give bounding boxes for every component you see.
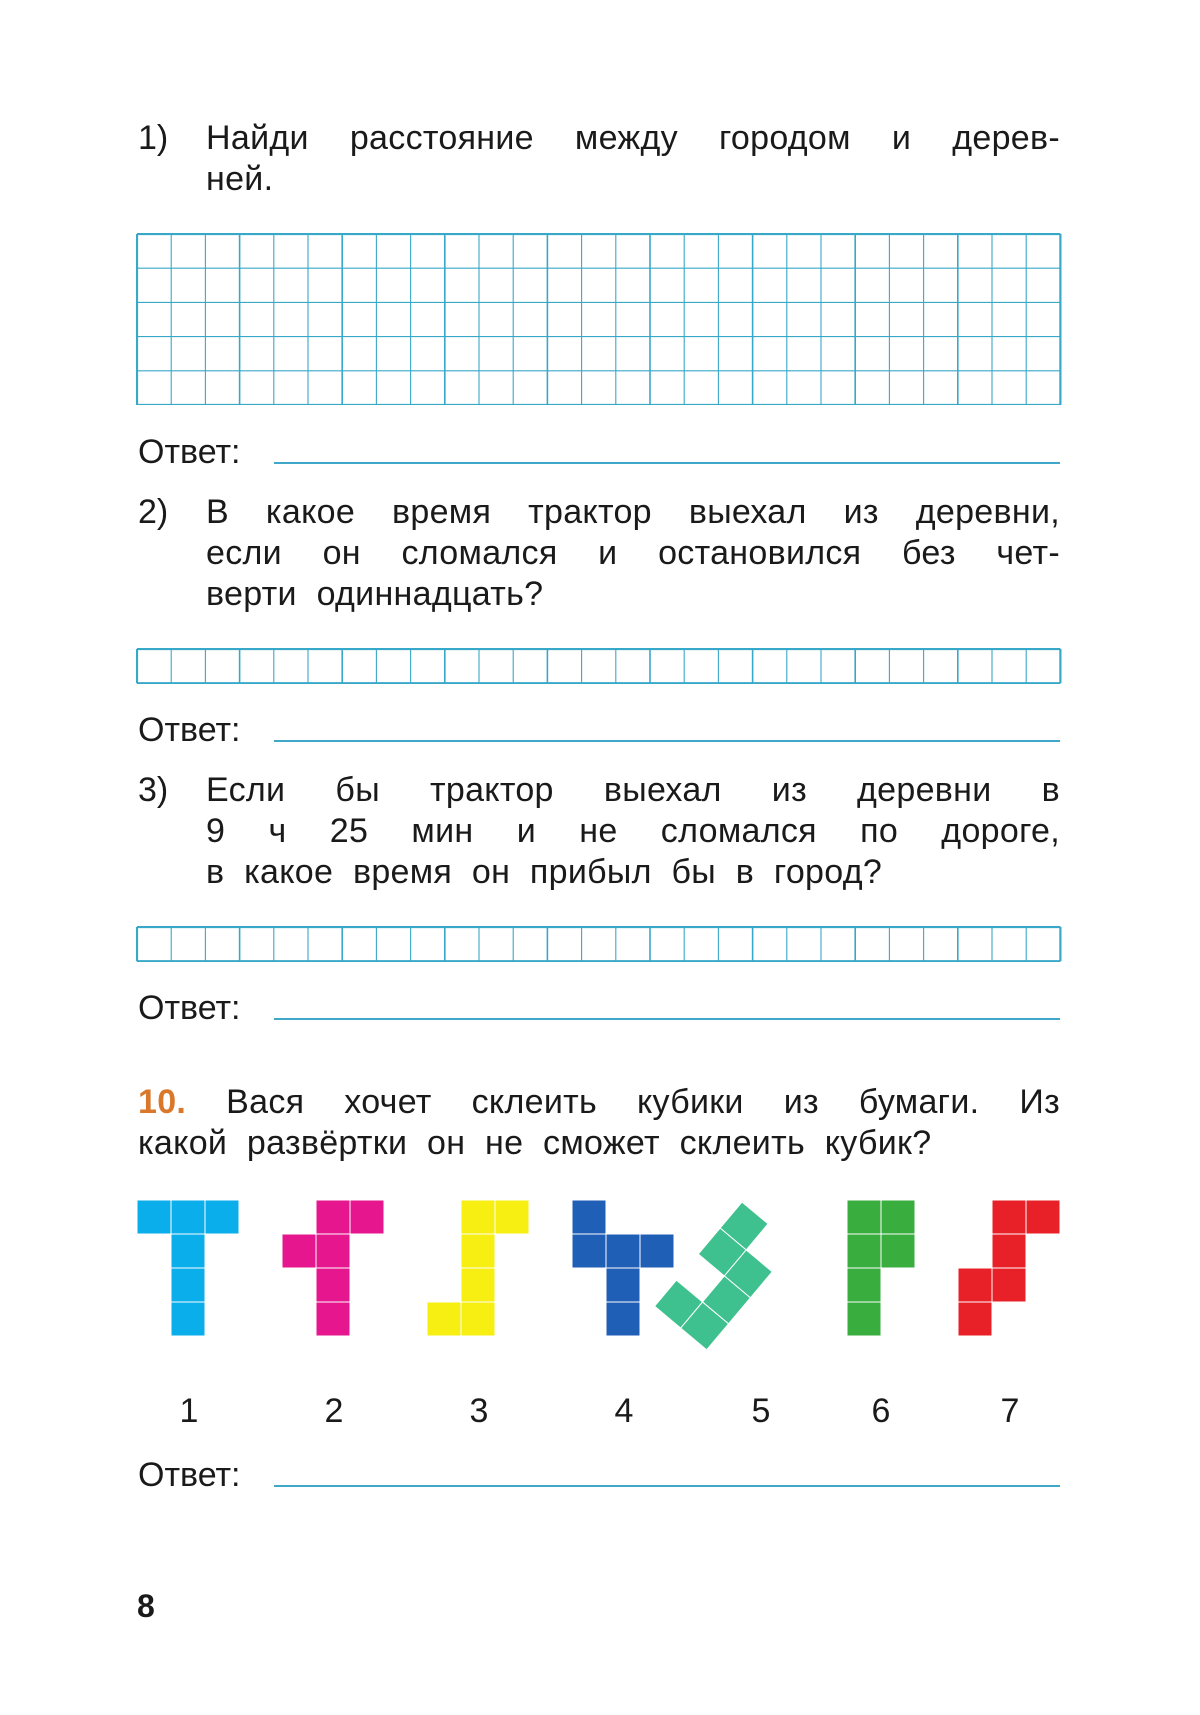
answer-label-3: Ответ: (138, 989, 241, 1027)
net-face (461, 1268, 495, 1302)
task-10-text (138, 1082, 1060, 1164)
net-face (461, 1302, 495, 1336)
net-face (606, 1268, 640, 1302)
answer-line-1[interactable] (274, 462, 1060, 464)
net-face (171, 1234, 205, 1268)
answer-label-10: Ответ: (138, 1456, 241, 1494)
net-label-6: 6 (871, 1392, 891, 1430)
answer-line-3[interactable] (274, 1018, 1060, 1020)
net-face (881, 1200, 915, 1234)
cube-net-1 (137, 1200, 239, 1336)
net-face (606, 1302, 640, 1336)
net-face (992, 1200, 1026, 1234)
net-face (847, 1268, 881, 1302)
answer-label-1: Ответ: (138, 433, 241, 471)
net-face (316, 1302, 350, 1336)
cube-net-2 (282, 1200, 384, 1336)
net-face (461, 1200, 495, 1234)
net-face (350, 1200, 384, 1234)
net-label-7: 7 (1000, 1392, 1020, 1430)
task-10-line-text: Вася хочет склеить кубики из бумаги. Из (226, 1083, 1060, 1121)
question-1-line: Найди расстояние между городом и дерев- (206, 119, 1060, 157)
task-10-line: какой развёртки он не сможет склеить кубик? (138, 1124, 932, 1162)
question-2-number: 2) (138, 493, 169, 531)
question-2-line: В какое время трактор выехал из деревни, (206, 493, 1060, 531)
task-10-number: 10. (138, 1083, 187, 1121)
net-face (992, 1234, 1026, 1268)
net-face (572, 1200, 606, 1234)
question-3-line: Если бы трактор выехал из деревни в (206, 771, 1060, 809)
question-1-text (206, 118, 1060, 200)
net-face (606, 1234, 640, 1268)
question-3-number: 3) (138, 771, 169, 809)
net-face (640, 1234, 674, 1268)
net-label-1: 1 (179, 1392, 199, 1430)
net-face (316, 1200, 350, 1234)
net-face (461, 1234, 495, 1268)
cube-net-4 (572, 1200, 674, 1336)
net-face (205, 1200, 239, 1234)
answer-grid-2[interactable] (136, 648, 1062, 684)
net-face (171, 1268, 205, 1302)
net-face (495, 1200, 529, 1234)
net-label-3: 3 (469, 1392, 489, 1430)
answer-line-2[interactable] (274, 740, 1060, 742)
net-face (847, 1234, 881, 1268)
net-face (171, 1200, 205, 1234)
net-face (847, 1200, 881, 1234)
cube-nets (0, 1180, 1200, 1360)
net-face (316, 1234, 350, 1268)
net-face (992, 1268, 1026, 1302)
net-face (137, 1200, 171, 1234)
net-face (572, 1234, 606, 1268)
net-face (958, 1302, 992, 1336)
net-face (316, 1268, 350, 1302)
cube-net-7 (958, 1200, 1060, 1336)
net-face (282, 1234, 316, 1268)
answer-grid-3[interactable] (136, 926, 1062, 962)
question-1-line: ней. (206, 160, 274, 198)
question-2-line: верти одиннадцать? (206, 575, 544, 613)
net-face (958, 1268, 992, 1302)
net-face (847, 1302, 881, 1336)
task-10-line (138, 1082, 1060, 1123)
net-label-5: 5 (751, 1392, 771, 1430)
question-3-text (206, 770, 1060, 893)
page-number: 8 (137, 1588, 155, 1624)
net-label-4: 4 (614, 1392, 634, 1430)
net-face (1026, 1200, 1060, 1234)
question-3-line: в какое время он прибыл бы в город? (206, 853, 883, 891)
cube-net-6 (847, 1200, 915, 1336)
cube-net-5 (655, 1202, 795, 1350)
net-face (427, 1302, 461, 1336)
question-2-text (206, 492, 1060, 615)
question-3-line: 9 ч 25 мин и не сломался по дороге, (206, 812, 1060, 850)
net-face (171, 1302, 205, 1336)
net-label-2: 2 (324, 1392, 344, 1430)
answer-grid-1[interactable] (136, 233, 1062, 405)
net-face (881, 1234, 915, 1268)
question-1-number: 1) (138, 119, 169, 157)
answer-label-2: Ответ: (138, 711, 241, 749)
answer-line-10[interactable] (274, 1485, 1060, 1487)
question-2-line: если он сломался и остановился без чет- (206, 534, 1060, 572)
cube-net-3 (427, 1200, 529, 1336)
